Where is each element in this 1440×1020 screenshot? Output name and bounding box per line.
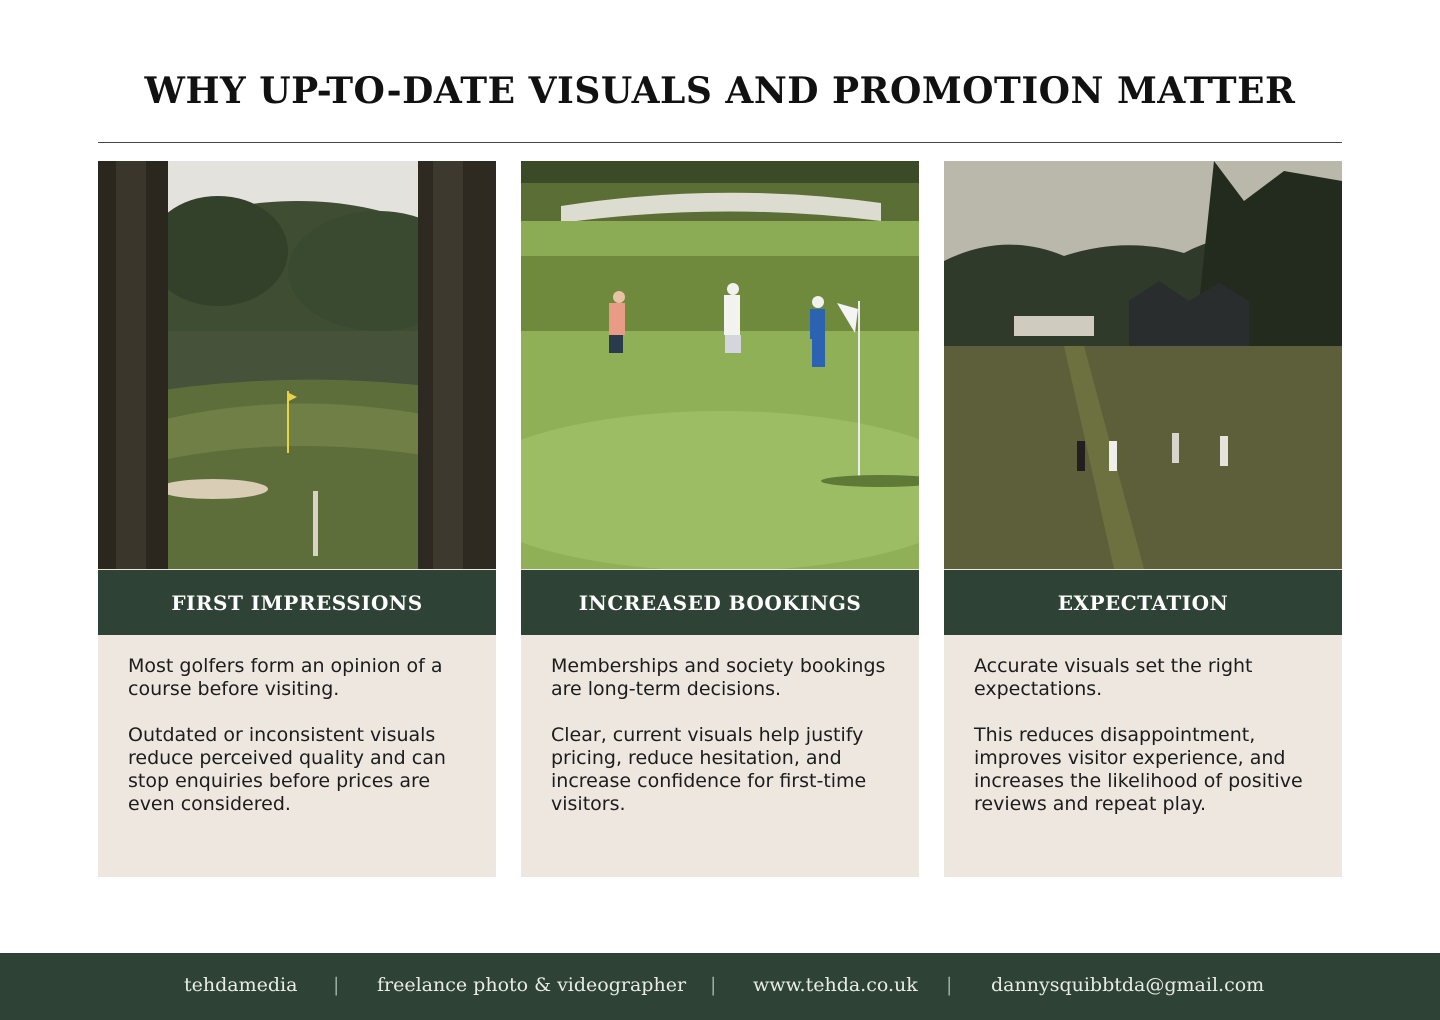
card-paragraph: Clear, current visuals help justify pricing, reduce hesitation, and increase confidence for first-time visitors. xyxy=(551,724,867,815)
golf-course-flag-photo xyxy=(98,161,496,569)
card-increased-bookings xyxy=(521,161,919,877)
card-body xyxy=(551,655,896,839)
card-paragraph: Most golfers form an opinion of a course before visiting. xyxy=(128,655,443,700)
card-paragraph: Memberships and society bookings are long-term decisions. xyxy=(551,655,886,700)
card-first-impressions xyxy=(98,161,496,877)
card-photo xyxy=(98,161,496,569)
card-photo xyxy=(521,161,919,569)
card-body xyxy=(128,655,473,839)
footer-email-link[interactable]: dannysquibbtda@gmail.com xyxy=(991,974,1265,996)
footer-website-link[interactable]: www.tehda.co.uk xyxy=(753,974,918,996)
page-title: WHY UP-TO-DATE VISUALS AND PROMOTION MATTER xyxy=(144,70,1296,112)
card-heading: EXPECTATION xyxy=(944,570,1342,635)
title-divider xyxy=(98,142,1342,143)
card-body xyxy=(974,655,1319,839)
footer-brand: tehdamedia xyxy=(184,974,298,996)
footer-separator: | xyxy=(710,974,717,996)
golfers-high-five-photo xyxy=(521,161,919,569)
card-photo xyxy=(944,161,1342,569)
footer-bar xyxy=(0,953,1440,1020)
card-expectation xyxy=(944,161,1342,877)
footer-separator: | xyxy=(333,974,340,996)
clubhouse-walkers-photo xyxy=(944,161,1342,569)
card-heading: FIRST IMPRESSIONS xyxy=(98,570,496,635)
card-paragraph: Outdated or inconsistent visuals reduce perceived quality and can stop enquiries before prices are even considered. xyxy=(128,724,446,815)
card-heading: INCREASED BOOKINGS xyxy=(521,570,919,635)
card-paragraph: This reduces disappointment, improves visitor experience, and increases the likelihood of positive reviews and repeat play. xyxy=(974,724,1303,815)
footer-separator: | xyxy=(946,974,953,996)
footer-role: freelance photo & videographer xyxy=(377,974,687,996)
card-paragraph: Accurate visuals set the right expectations. xyxy=(974,655,1253,700)
